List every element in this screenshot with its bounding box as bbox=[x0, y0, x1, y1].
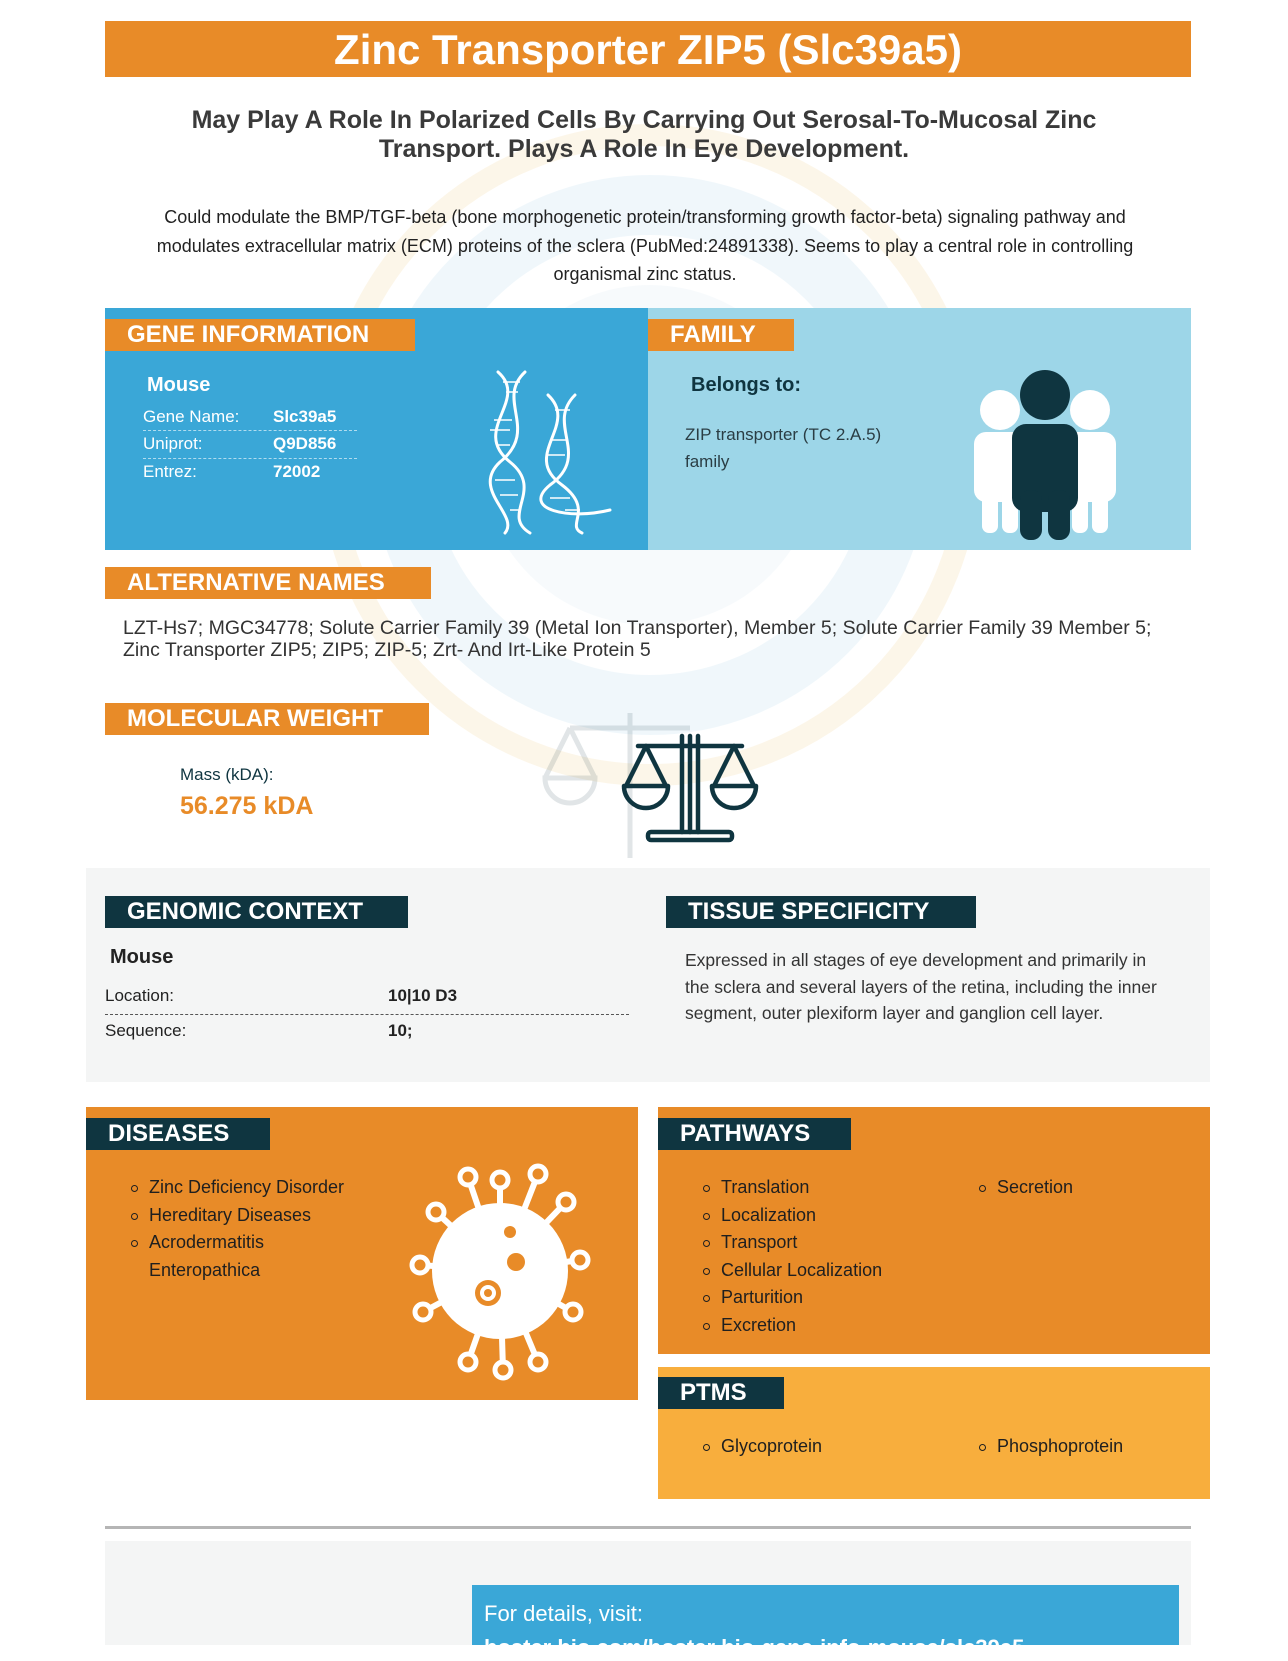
list-item: Acrodermatitis Enteropathica bbox=[129, 1229, 369, 1284]
visit-label: For details, visit: bbox=[484, 1601, 643, 1626]
family-text-line2: family bbox=[685, 452, 730, 471]
uniprot-value: Q9D856 bbox=[273, 434, 337, 453]
list-item: Secretion bbox=[977, 1174, 1177, 1202]
gene-name-label: Gene Name: bbox=[143, 407, 240, 426]
dna-icon bbox=[470, 370, 620, 540]
gene-organism: Mouse bbox=[147, 374, 211, 396]
list-item: Transport bbox=[701, 1229, 941, 1257]
alternative-names-text: LZT-Hs7; MGC34778; Solute Carrier Family 39 (Metal Ion Transporter), Member 5; Solute Carrier Family 39 Member 5; Zinc Transporter ZIP5; ZIP5; ZIP-5; Zrt- And Irt-Like Protein 5 bbox=[123, 617, 1152, 661]
divider bbox=[143, 458, 357, 459]
entrez-label: Entrez: bbox=[143, 462, 197, 481]
divider bbox=[105, 1014, 629, 1015]
protein-function-summary: May Play A Role In Polarized Cells By Carrying Out Serosal-To-Mucosal Zinc Transport. Plays A Role In Eye Development. bbox=[191, 106, 1097, 163]
details-box bbox=[472, 1585, 1179, 1660]
mass-label: Mass (kDA): bbox=[180, 765, 274, 784]
sequence-value: 10; bbox=[388, 1021, 413, 1040]
mass-value: 56.275 kDA bbox=[180, 792, 314, 820]
diseases-list bbox=[129, 1174, 369, 1284]
details-link[interactable]: boster bio.com/boster bio-gene-info-mouse/slc39a5 bbox=[484, 1635, 1025, 1660]
gene-information-heading: GENE INFORMATION bbox=[105, 319, 415, 351]
pathways-list bbox=[701, 1174, 941, 1339]
list-item: Cellular Localization bbox=[701, 1257, 941, 1285]
list-item: Zinc Deficiency Disorder bbox=[129, 1174, 369, 1202]
location-value: 10|10 D3 bbox=[388, 986, 458, 1005]
tissue-specificity-text: Expressed in all stages of eye development and primarily in the sclera and several layers of the retina, including the inner segment, outer plexiform layer and ganglion cell layer. bbox=[685, 950, 1157, 1023]
ptms-list bbox=[701, 1433, 941, 1461]
entrez-value: 72002 bbox=[273, 462, 321, 481]
genomic-context-heading: GENOMIC CONTEXT bbox=[105, 896, 408, 928]
alternative-names-heading: ALTERNATIVE NAMES bbox=[105, 567, 431, 599]
tissue-specificity-heading: TISSUE SPECIFICITY bbox=[666, 896, 976, 928]
genomic-organism: Mouse bbox=[110, 946, 174, 968]
list-item: Phosphoprotein bbox=[977, 1433, 1177, 1461]
scale-icon bbox=[620, 728, 760, 848]
list-item: Glycoprotein bbox=[701, 1433, 941, 1461]
list-item: Hereditary Diseases bbox=[129, 1202, 369, 1230]
sequence-label: Sequence: bbox=[105, 1021, 187, 1040]
protein-description: Could modulate the BMP/TGF-beta (bone morphogenetic protein/transforming growth factor-beta) signaling pathway and modulates extracellular matrix (ECM) proteins of the sclera (PubMed:24891338). Seems to play a central role in controlling organismal zinc status. bbox=[156, 207, 1134, 284]
molecular-weight-heading: MOLECULAR WEIGHT bbox=[105, 703, 429, 735]
belongs-to-label: Belongs to: bbox=[691, 374, 801, 396]
people-group-icon bbox=[970, 370, 1120, 545]
ptms-heading: PTMS bbox=[658, 1377, 784, 1409]
list-item: Excretion bbox=[701, 1312, 941, 1340]
gene-name-value: Slc39a5 bbox=[273, 407, 337, 426]
ptms-list-col2 bbox=[977, 1433, 1177, 1461]
section-divider bbox=[105, 1526, 1191, 1529]
family-text-line1: ZIP transporter (TC 2.A.5) bbox=[685, 425, 882, 444]
location-label: Location: bbox=[105, 986, 174, 1005]
family-heading: FAMILY bbox=[648, 319, 794, 351]
page-title: Zinc Transporter ZIP5 (Slc39a5) bbox=[105, 21, 1191, 77]
virus-icon bbox=[408, 1162, 592, 1385]
family-text bbox=[685, 421, 881, 475]
pathways-list-col2 bbox=[977, 1174, 1177, 1202]
diseases-heading: DISEASES bbox=[86, 1118, 270, 1150]
uniprot-label: Uniprot: bbox=[143, 434, 203, 453]
list-item: Parturition bbox=[701, 1284, 941, 1312]
pathways-heading: PATHWAYS bbox=[658, 1118, 851, 1150]
divider bbox=[143, 430, 357, 431]
list-item: Translation bbox=[701, 1174, 941, 1202]
list-item: Localization bbox=[701, 1202, 941, 1230]
